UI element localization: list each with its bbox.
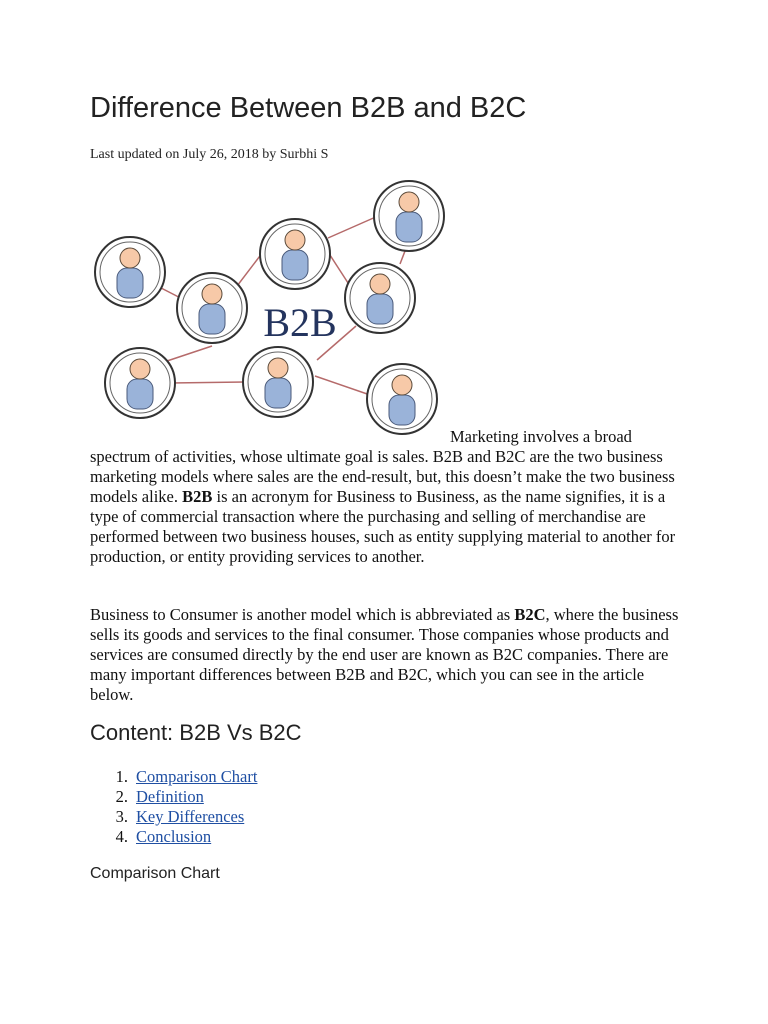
toc-link-definition[interactable]: Definition xyxy=(136,787,204,806)
toc-number: 1. xyxy=(115,767,128,786)
toc-link-conclusion[interactable]: Conclusion xyxy=(136,827,212,846)
page-title: Difference Between B2B and B2C xyxy=(90,92,527,124)
person-node xyxy=(345,263,415,333)
section-label-comparison-chart: Comparison Chart xyxy=(90,865,220,882)
toc-link-comparison-chart[interactable]: Comparison Chart xyxy=(136,767,258,786)
b2b-label: B2B xyxy=(263,300,337,345)
toc-item xyxy=(110,827,257,847)
intro-text-tail: is an acronym for Business to Business, as the name signifies, it is a type of commercial transaction where the purchasing and selling of merchandise are performed between two business houses, such as entity supplying material to another for production, or entity providing services to another. xyxy=(90,487,676,566)
article-meta: Last updated on July 26, 2018 by Surbhi S xyxy=(90,147,329,162)
toc-item xyxy=(110,807,257,827)
toc-number: 2. xyxy=(115,787,128,806)
intro-bold-b2b: B2B xyxy=(182,487,213,506)
b2b-network-illustration xyxy=(88,178,454,440)
toc-link-key-differences[interactable]: Key Differences xyxy=(136,807,245,826)
table-of-contents xyxy=(110,767,257,847)
person-node xyxy=(177,273,247,343)
b2c-paragraph xyxy=(90,605,690,705)
b2c-text-tail: , where the business sells its goods and services to the final consumer. Those companies whose products and services are consumed directly by the end user are known as B2C companies. There are many important differences between B2B and B2C, which you can see in the article below. xyxy=(90,605,679,704)
person-node xyxy=(374,181,444,251)
person-node xyxy=(105,348,175,418)
person-node xyxy=(260,219,330,289)
toc-number: 4. xyxy=(115,827,128,846)
intro-text: spectrum of activities, whose ultimate goal is sales. B2B and B2C are the two business marketing models where sales are the end-result, but, this doesn’t make the two business models alike. xyxy=(90,447,675,506)
toc-item xyxy=(110,767,257,787)
content-heading: Content: B2B Vs B2C xyxy=(90,720,302,745)
person-node xyxy=(95,237,165,307)
intro-paragraph xyxy=(90,427,690,567)
intro-lead: Marketing involves a broad xyxy=(450,427,632,446)
toc-number: 3. xyxy=(115,807,128,826)
toc-item xyxy=(110,787,257,807)
b2c-bold: B2C xyxy=(514,605,546,624)
person-node xyxy=(243,347,313,417)
b2c-text: Business to Consumer is another model which is abbreviated as xyxy=(90,605,515,624)
person-node xyxy=(367,364,437,434)
